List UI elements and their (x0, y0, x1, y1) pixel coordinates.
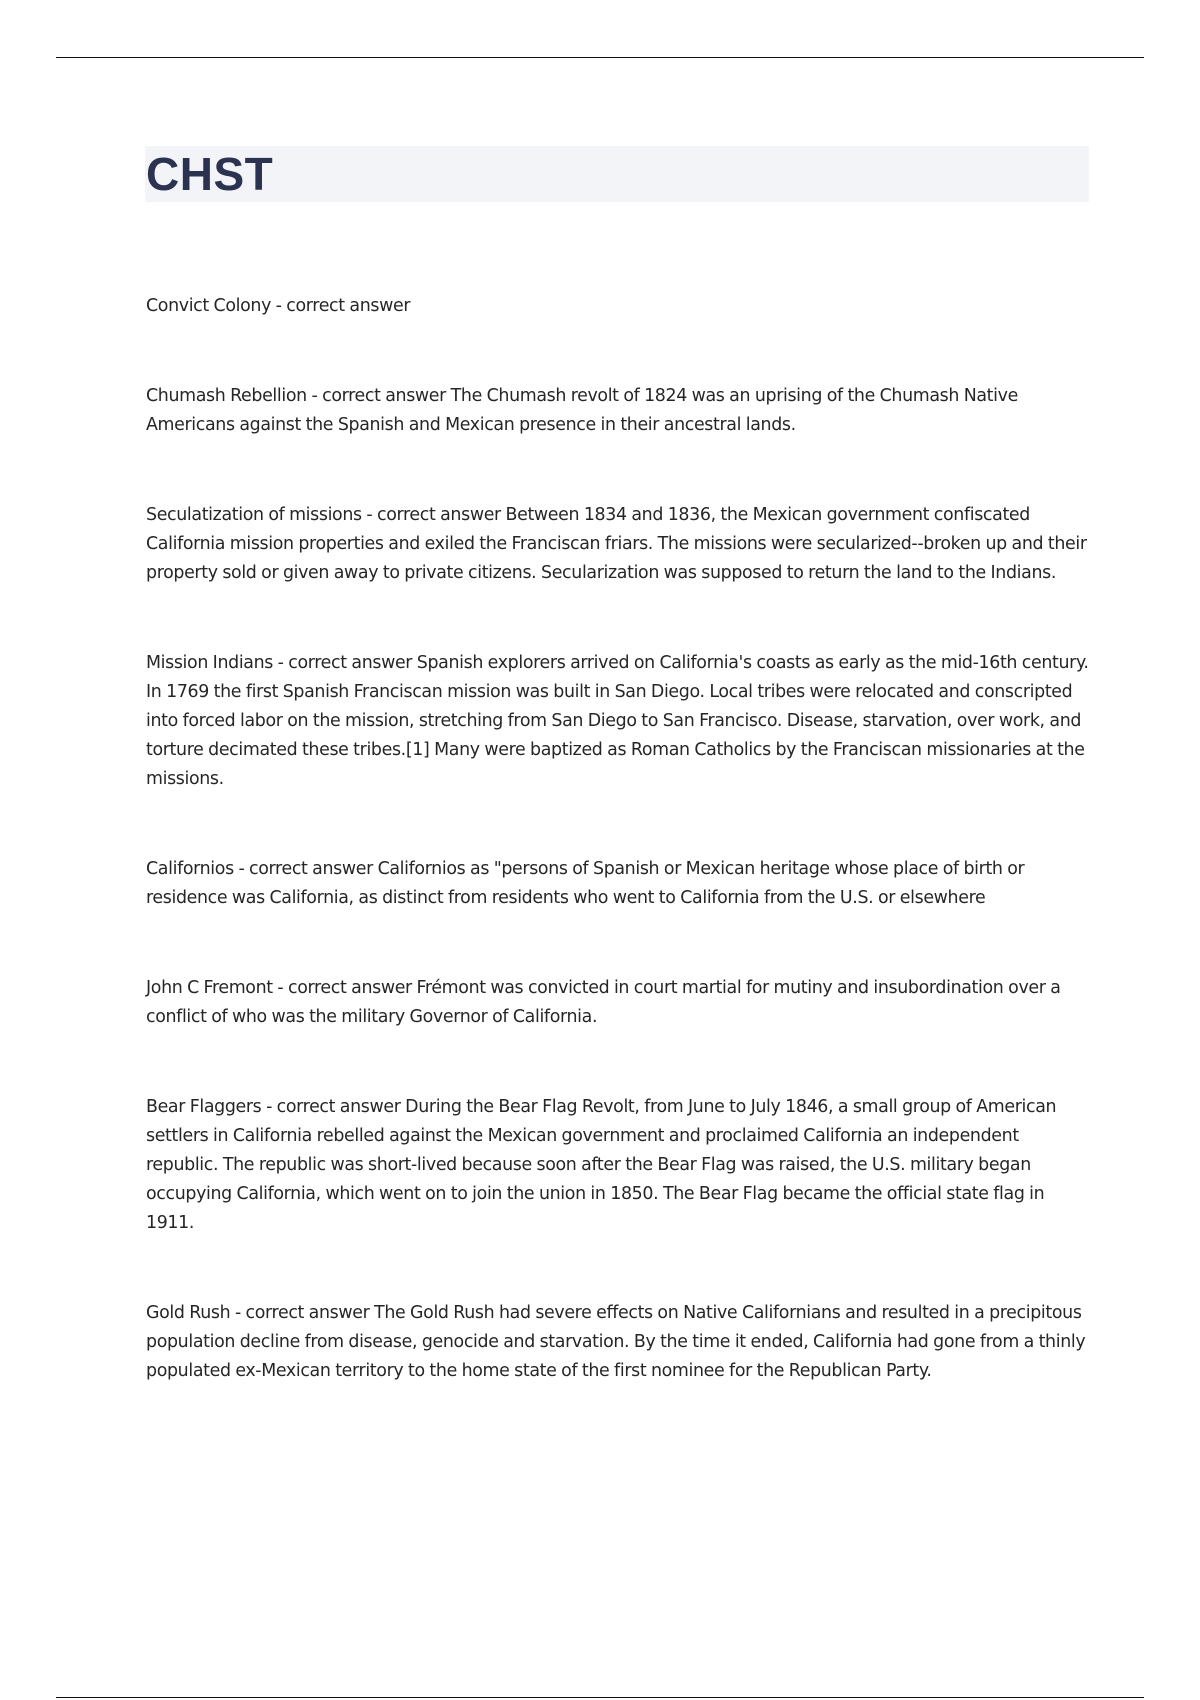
flashcard-entry: Californios - correct answer Californios as "persons of Spanish or Mexican heritage whose place of birth or residence was California, as distinct from residents who went to California from the U.S. or elsewhere (146, 859, 1025, 908)
flashcard-entry: Gold Rush - correct answer The Gold Rush had severe effects on Native Californians and resulted in a precipitous population decline from disease, genocide and starvation. By the time it ended, California had gone from a thinly populated ex-Mexican territory to the home state of the first nominee for the Republican Party. (146, 1303, 1086, 1381)
flashcard-entry: Bear Flaggers - correct answer During the Bear Flag Revolt, from June to July 1846, a small group of American settlers in California rebelled against the Mexican government and proclaimed California an independent republic. The republic was short-lived because soon after the Bear Flag was raised, the U.S. military began occupying California, which went on to join the union in 1850. The Bear Flag became the official state flag in 1911. (146, 1097, 1057, 1233)
flashcard-entry: Convict Colony - correct answer (146, 296, 411, 316)
bottom-divider (56, 1697, 1144, 1698)
flashcard-entry: Mission Indians - correct answer Spanish explorers arrived on California's coasts as early as the mid-16th century. In 1769 the first Spanish Franciscan mission was built in San Diego. Local tribes were relocated and conscripted into forced labor on the mission, stretching from San Diego to San Francisco. Disease, starvation, over work, and torture decimated these tribes.[1] Many were baptized as Roman Catholics by the Franciscan missionaries at the missions. (146, 653, 1089, 789)
flashcard-entry: Chumash Rebellion - correct answer The Chumash revolt of 1824 was an uprising of the Chumash Native Americans against the Spanish and Mexican presence in their ancestral lands. (146, 386, 1018, 435)
flashcard-list (146, 292, 1091, 1447)
title-background (145, 146, 1089, 202)
document-title: CHST (146, 148, 274, 200)
flashcard-entry: John C Fremont - correct answer Frémont was convicted in court martial for mutiny and insubordination over a conflict of who was the military Governor of California. (146, 978, 1061, 1027)
flashcard-entry: Seculatization of missions - correct answer Between 1834 and 1836, the Mexican government confiscated California mission properties and exiled the Franciscan friars. The missions were secularized--broken up and their property sold or given away to private citizens. Secularization was supposed to return the land to the Indians. (146, 505, 1087, 583)
top-divider (56, 57, 1144, 58)
